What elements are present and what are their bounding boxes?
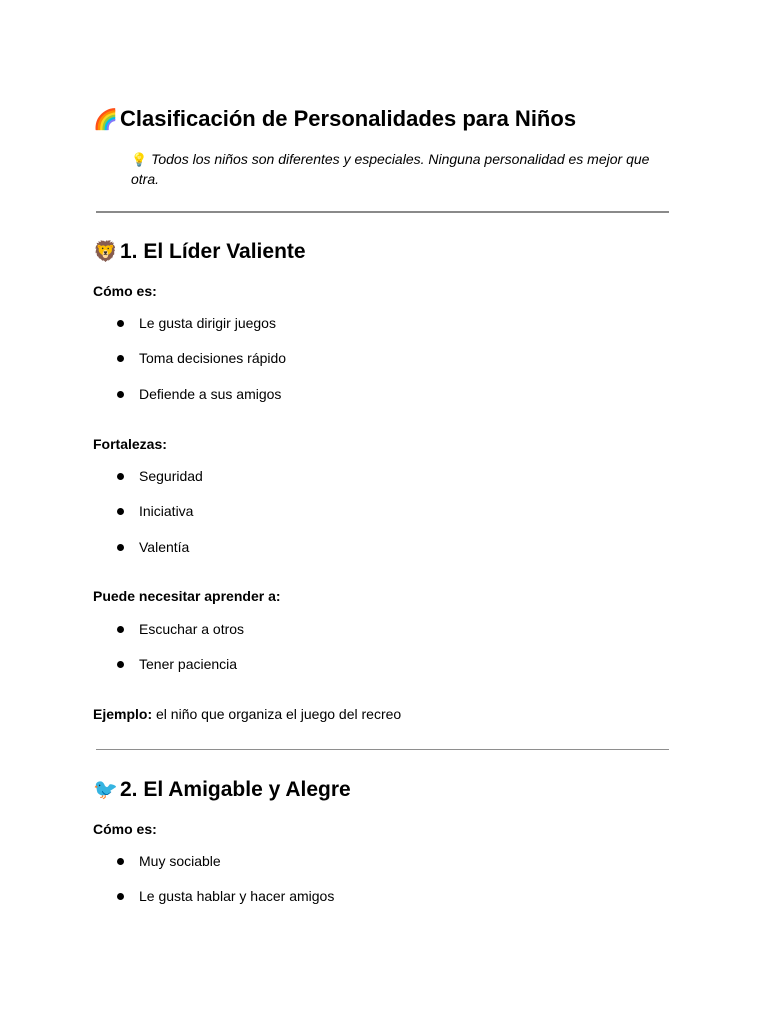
ejemplo-label: Ejemplo: — [93, 706, 153, 722]
list-item-text: Toma decisiones rápido — [139, 350, 287, 367]
como-es-label-2: Cómo es: — [93, 821, 157, 837]
bullet-icon — [117, 893, 124, 900]
ejemplo-text: el niño que organiza el juego del recreo — [152, 706, 402, 722]
bullet-icon — [117, 508, 124, 515]
section-heading-1 — [93, 240, 306, 264]
list-item-text: Le gusta hablar y hacer amigos — [139, 888, 335, 905]
bullet-icon — [117, 473, 124, 480]
list-item-text: Iniciativa — [139, 503, 194, 520]
divider — [96, 211, 669, 213]
section-heading-2-text: 2. El Amigable y Alegre — [120, 778, 351, 801]
rainbow-icon: 🌈 — [93, 107, 118, 131]
bullet-icon — [117, 320, 124, 327]
bullet-icon — [117, 391, 124, 398]
list-item-text: Muy sociable — [139, 853, 221, 869]
lion-icon: 🦁 — [93, 239, 118, 263]
divider — [96, 749, 669, 750]
intro-note — [131, 150, 651, 188]
bullet-icon — [117, 544, 124, 551]
bullet-icon — [117, 626, 124, 633]
lightbulb-icon: 💡 — [131, 153, 148, 168]
page-title-text: Clasificación de Personalidades para Niños — [120, 106, 577, 131]
aprender-label: Puede necesitar aprender a: — [93, 588, 281, 604]
bullet-icon — [117, 661, 124, 668]
page-title — [93, 106, 576, 132]
ejemplo-paragraph — [93, 706, 401, 722]
list-item-text: Escuchar a otros — [139, 621, 245, 637]
list-item-text: Valentía — [139, 538, 190, 555]
bird-icon: 🐦 — [93, 777, 118, 801]
list-item-text: Defiende a sus amigos — [139, 385, 282, 402]
intro-note-text: Todos los niños son diferentes y especiales. Ninguna personalidad es mejor que otra. — [131, 151, 650, 187]
fortalezas-label: Fortalezas: — [93, 436, 167, 452]
list-item-text: Le gusta dirigir juegos — [139, 315, 276, 331]
section-heading-1-text: 1. El Líder Valiente — [120, 240, 306, 263]
section-heading-2 — [93, 778, 351, 802]
list-item-text: Tener paciencia — [139, 656, 238, 673]
list-item-text: Seguridad — [139, 468, 203, 484]
como-es-label: Cómo es: — [93, 283, 157, 299]
bullet-icon — [117, 858, 124, 865]
bullet-icon — [117, 355, 124, 362]
